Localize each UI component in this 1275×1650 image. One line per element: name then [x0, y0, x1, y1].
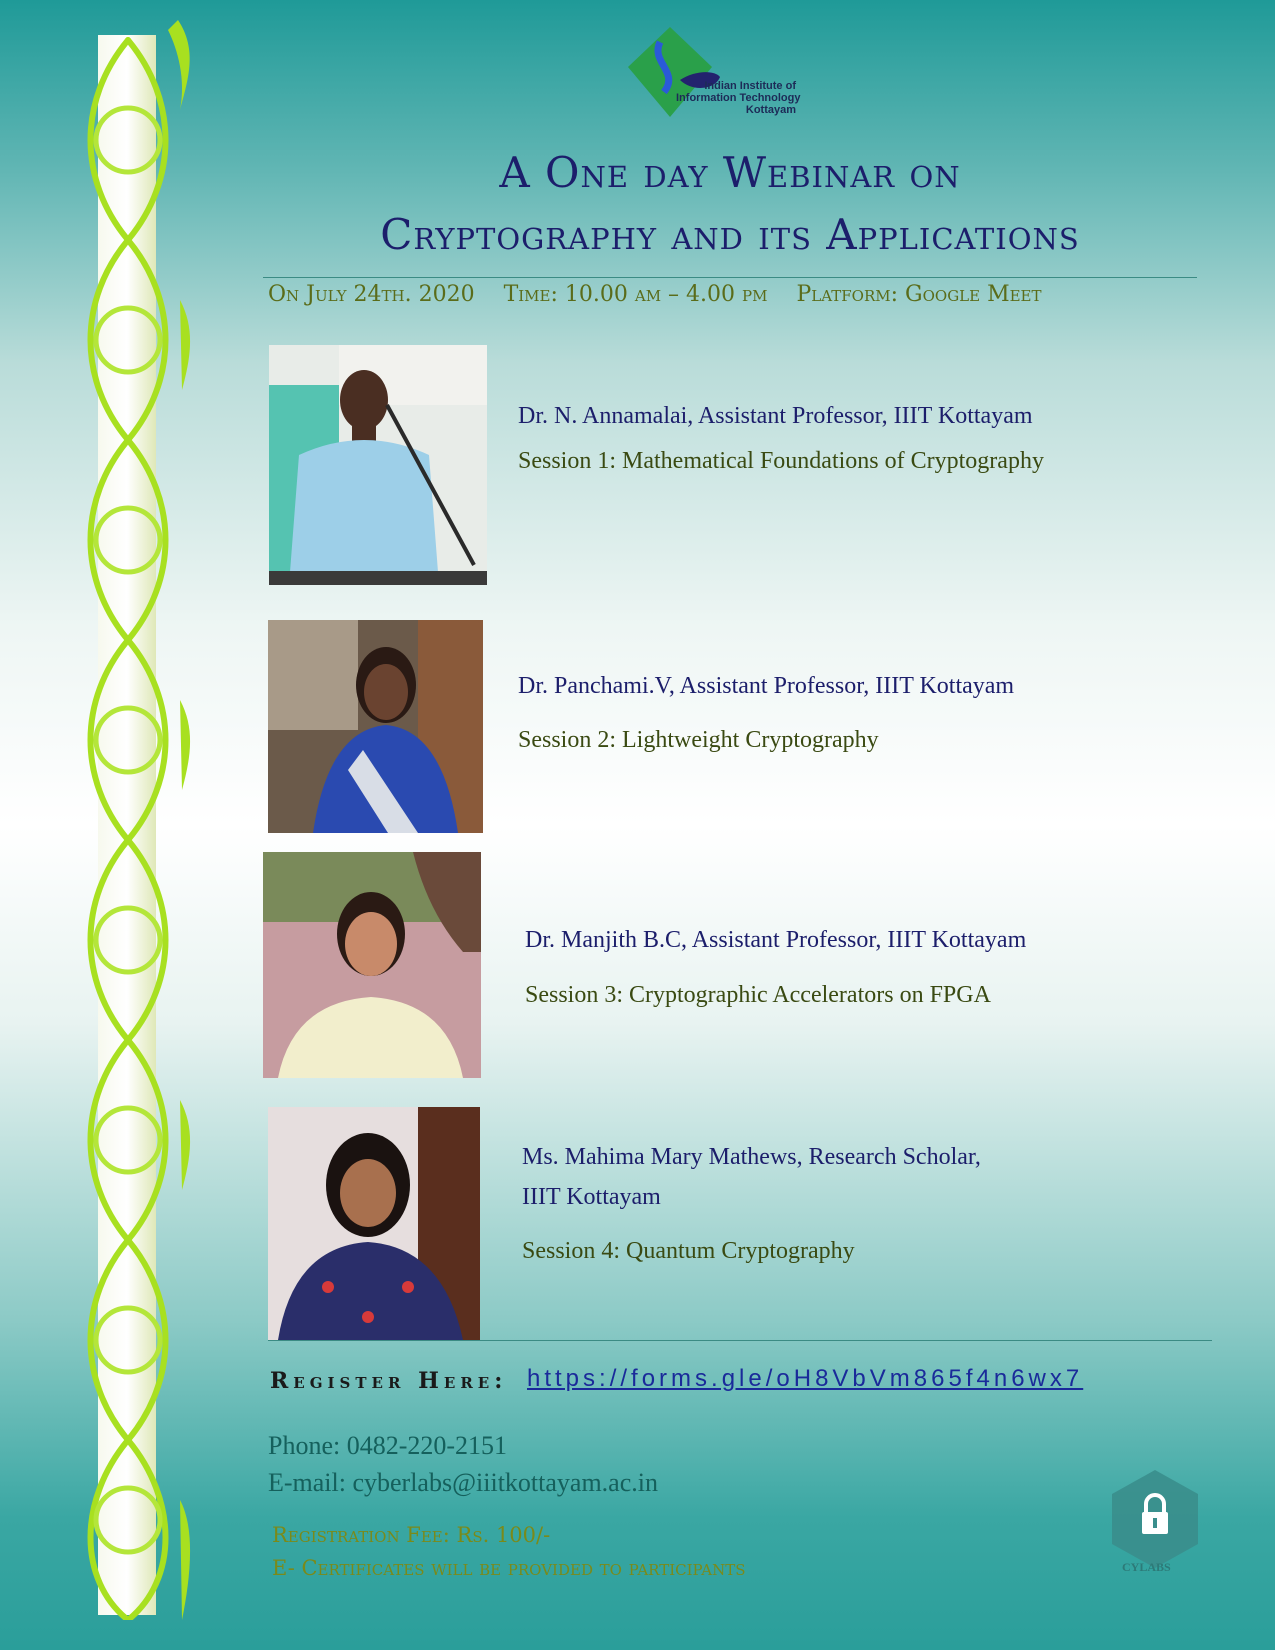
speaker-photo-mahima [268, 1107, 480, 1340]
footer-divider [268, 1340, 1212, 1341]
title-divider [263, 277, 1197, 278]
decorative-vine-border [68, 20, 198, 1620]
registration-link[interactable]: https://forms.gle/oH8VbVm865f4n6wx7 [527, 1365, 1084, 1392]
speaker-photo-panchami [268, 620, 483, 833]
institute-name: Indian Institute of Information Technology Kottayam [676, 80, 801, 116]
speaker-name-3: Dr. Manjith B.C, Assistant Professor, IIIT Kottayam [525, 927, 1027, 953]
certificate-note: E- Certificates will be provided to participants [272, 1556, 746, 1580]
registration-fee: Registration Fee: Rs. 100/- [272, 1523, 551, 1547]
speaker-name-4-line2: IIIT Kottayam [522, 1184, 661, 1210]
speaker-photo-annamalai [269, 345, 487, 585]
event-platform: Platform: Google Meet [796, 282, 1042, 307]
session-title-4: Session 4: Quantum Cryptography [522, 1238, 855, 1264]
speaker-name-1: Dr. N. Annamalai, Assistant Professor, IIIT Kottayam [518, 403, 1033, 429]
session-title-3: Session 3: Cryptographic Accelerators on FPGA [525, 982, 991, 1008]
webinar-title-line1: A One day Webinar on [499, 148, 961, 197]
contact-phone: Phone: 0482-220-2151 [268, 1431, 508, 1460]
session-title-2: Session 2: Lightweight Cryptography [518, 727, 879, 753]
event-time: Time: 10.00 am – 4.00 pm [503, 282, 768, 307]
speaker-name-4: Ms. Mahima Mary Mathews, Research Scholar, [522, 1144, 981, 1170]
webinar-title-line2: Cryptography and its Applications [380, 210, 1080, 259]
speaker-name-2: Dr. Panchami.V, Assistant Professor, IIIT Kottayam [518, 673, 1015, 699]
cylabs-label: CYLABS [1122, 1560, 1171, 1574]
event-info [268, 282, 1064, 307]
contact-email: E-mail: cyberlabs@iiitkottayam.ac.in [268, 1468, 658, 1497]
speaker-photo-manjith [263, 852, 481, 1078]
event-date: On July 24th. 2020 [268, 282, 475, 307]
session-title-1: Session 1: Mathematical Foundations of Cryptography [518, 448, 1044, 474]
register-label: Register Here: [270, 1368, 508, 1394]
